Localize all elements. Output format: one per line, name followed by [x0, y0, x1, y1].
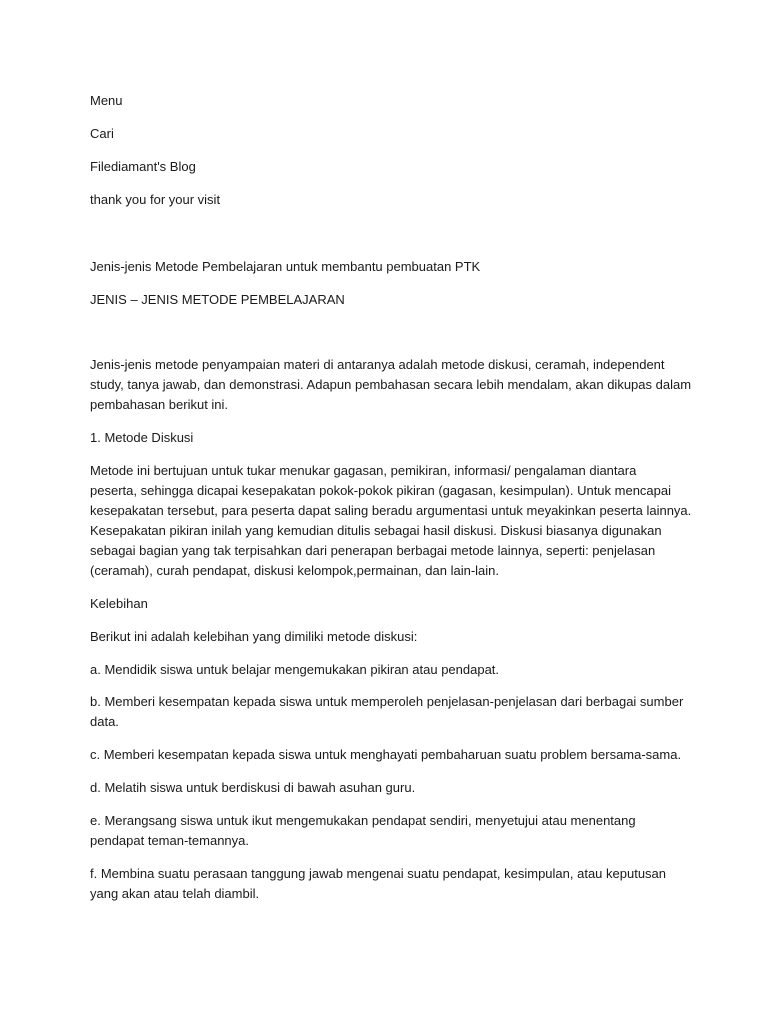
menu-label: Menu — [90, 93, 123, 108]
section-body-line: (ceramah), curah pendapat, diskusi kelompok,permainan, dan lain-lain. — [90, 563, 499, 578]
list-item-line: f. Membina suatu perasaan tanggung jawab mengenai suatu pendapat, kesimpulan, atau keputusan — [90, 866, 667, 881]
list-item — [90, 660, 690, 680]
list-item — [90, 811, 690, 851]
intro-line: study, tanya jawab, dan demonstrasi. Adapun pembahasan secara lebih mendalam, akan dikupas dalam — [90, 377, 692, 392]
list-item — [90, 745, 690, 765]
list-item-line: b. Memberi kesempatan kepada siswa untuk memperoleh penjelasan-penjelasan dari berbagai sumber — [90, 694, 684, 709]
list-item — [90, 864, 690, 904]
advantages-title: Kelebihan — [90, 596, 148, 611]
list-item-line: d. Melatih siswa untuk berdiskusi di bawah asuhan guru. — [90, 780, 416, 795]
list-item-line: yang akan atau telah diambil. — [90, 886, 260, 901]
list-item — [90, 692, 690, 732]
search-label: Cari — [90, 126, 114, 141]
section-body-line: kesepakatan tersebut, para peserta dapat saling beradu argumentasi untuk meyakinkan peserta lainnya. — [90, 503, 692, 518]
section-title: 1. Metode Diskusi — [90, 430, 194, 445]
section-body-line: peserta, sehingga dicapai kesepakatan pokok-pokok pikiran (gagasan, kesimpulan). Untuk mencapai — [90, 483, 672, 498]
intro-line: pembahasan berikut ini. — [90, 397, 229, 412]
list-item-line: pendapat teman-temannya. — [90, 833, 249, 848]
section-body-line: sebagai bagian yang tak terpisahkan dari penerapan berbagai metode lainnya, seperti: penjelasan — [90, 543, 656, 558]
blog-tagline: thank you for your visit — [90, 192, 221, 207]
article-title: Jenis-jenis Metode Pembelajaran untuk membantu pembuatan PTK — [90, 259, 481, 274]
intro-line: Jenis-jenis metode penyampaian materi di antaranya adalah metode diskusi, ceramah, independent — [90, 357, 665, 372]
intro-paragraph — [90, 355, 690, 415]
list-item-line: c. Memberi kesempatan kepada siswa untuk menghayati pembaharuan suatu problem bersama-sama. — [90, 747, 682, 762]
blog-title: Filediamant's Blog — [90, 159, 196, 174]
section-body — [90, 461, 690, 581]
list-item-line: a. Mendidik siswa untuk belajar mengemukakan pikiran atau pendapat. — [90, 662, 500, 677]
advantages-intro: Berikut ini adalah kelebihan yang dimiliki metode diskusi: — [90, 629, 418, 644]
article-heading: JENIS – JENIS METODE PEMBELAJARAN — [90, 292, 345, 307]
list-item — [90, 778, 690, 798]
section-body-line: Kesepakatan pikiran inilah yang kemudian ditulis sebagai hasil diskusi. Diskusi biasanya digunakan — [90, 523, 662, 538]
list-item-line: data. — [90, 714, 119, 729]
section-body-line: Metode ini bertujuan untuk tukar menukar gagasan, pemikiran, informasi/ pengalaman diantara — [90, 463, 637, 478]
list-item-line: e. Merangsang siswa untuk ikut mengemukakan pendapat sendiri, menyetujui atau menentang — [90, 813, 636, 828]
